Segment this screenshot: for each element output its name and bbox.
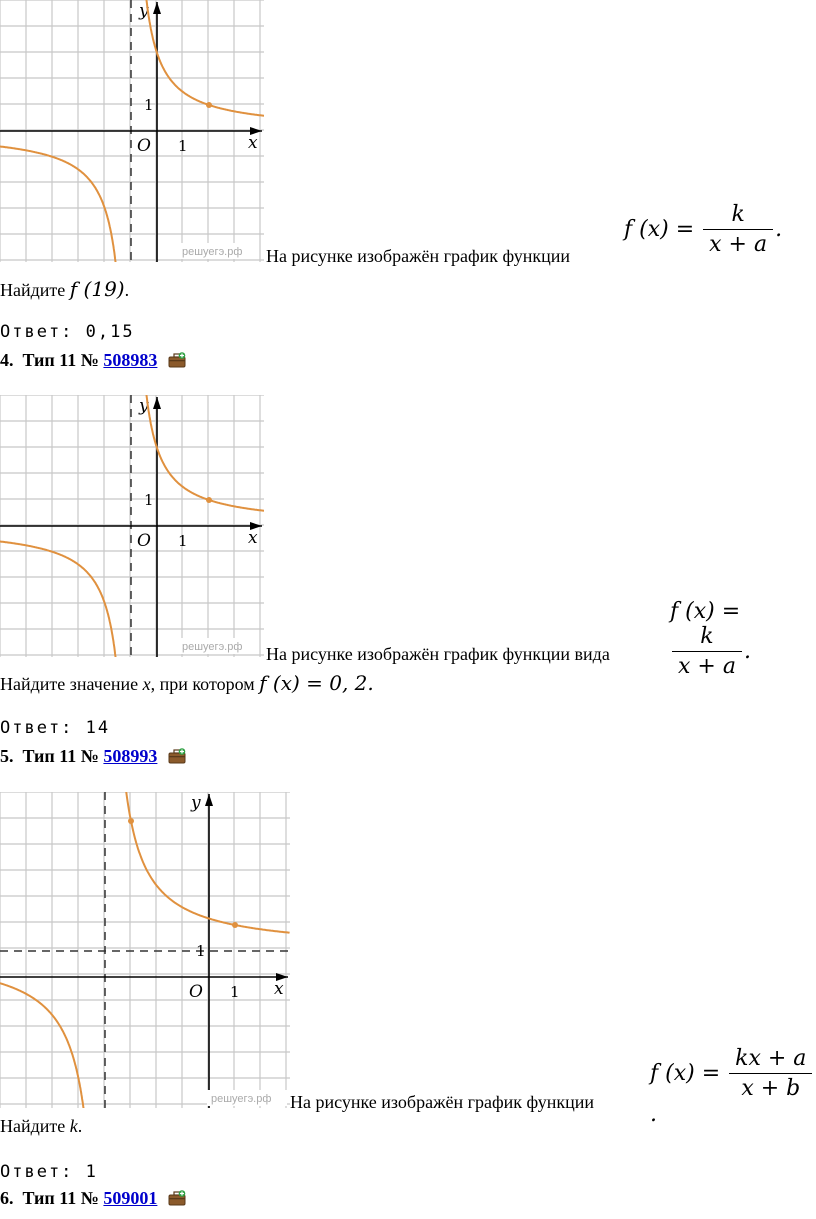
problem6-header: 6. Тип 11 № 509001 [0,1188,186,1209]
graph-curve-right-branch [124,792,290,933]
y-axis-label: y [191,793,201,813]
x-unit-label: 1 [178,532,188,550]
problem5-find: Найдите k. [0,1116,83,1136]
problem3-find: Найдите f (19). [0,277,130,301]
graph-problem5 [0,792,290,1108]
graph-problem4 [0,395,264,657]
problem4-formula: f (x) = $\frac{k}{x + a}$ . [670,598,751,679]
graph-curve-left-branch [0,541,117,657]
problem5-header: 5. Тип 11 № 508993 [0,746,186,767]
problem5-text: На рисунке изображён график функции [290,1092,595,1112]
problem5-id-link[interactable]: 508993 [103,746,158,766]
problem4-find: Найдите значение x, при котором f (x) = 0, 2. [0,671,374,695]
y-unit-label: 1 [144,96,154,114]
problem3-answer: Ответ: 0,15 [0,322,135,342]
problem3-formula: f (x) = $\frac{k}{x + a}$ . [624,202,783,257]
briefcase-add-icon[interactable] [168,748,186,763]
problem4-text: На рисунке изображён график функции вида [266,644,610,664]
y-axis-label: y [139,1,149,21]
y-unit-label: 1 [144,491,154,509]
watermark: решуегэ.рф [182,641,243,653]
graph-curve-right-branch [145,395,264,511]
graph-curve-right-branch [145,0,264,116]
briefcase-add-icon[interactable] [168,352,186,367]
problem3-text: На рисунке изображён график функции [266,246,571,266]
problem4-answer: Ответ: 14 [0,718,111,738]
y-axis-arrow [153,397,161,409]
x-axis-label: x [274,979,284,999]
x-unit-label: 1 [178,137,188,155]
marked-point [128,818,134,824]
watermark: решуегэ.рф [182,246,243,258]
y-axis-arrow [205,794,213,806]
origin-label: O [137,136,151,156]
y-unit-label: 1 [196,942,206,960]
graph-curve-left-branch [0,982,86,1108]
x-axis-label: x [248,528,258,548]
y-axis-label: y [139,396,149,416]
y-axis-arrow [153,2,161,14]
marked-point [232,922,238,928]
watermark: решуегэ.рф [211,1093,272,1105]
problem6-id-link[interactable]: 509001 [103,1188,158,1208]
graph-curve-left-branch [0,146,117,262]
x-axis-label: x [248,133,258,153]
problem5-formula: f (x) = $\frac{kx + a}{x + b}$ . [650,1046,816,1127]
marked-point [206,102,212,108]
graph-problem3 [0,0,264,262]
problem4-header: 4. Тип 11 № 508983 [0,350,186,371]
problem5-answer: Ответ: 1 [0,1162,98,1182]
marked-point [206,497,212,503]
origin-label: O [189,982,203,1002]
problem4-id-link[interactable]: 508983 [103,350,158,370]
origin-label: O [137,531,151,551]
briefcase-add-icon[interactable] [168,1190,186,1205]
x-unit-label: 1 [230,983,240,1001]
